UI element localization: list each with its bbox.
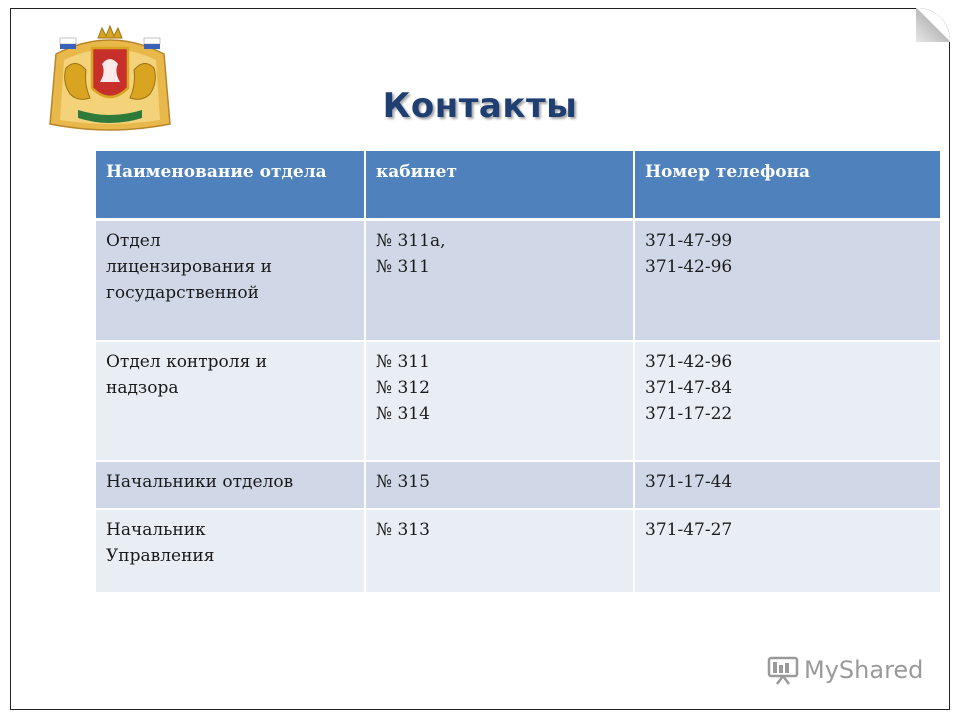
text-line: 371-17-44: [645, 472, 733, 492]
text-line: Начальник: [106, 520, 206, 540]
contacts-table: [96, 151, 940, 594]
header-phone: Номер телефона: [634, 151, 940, 219]
table-row: [96, 509, 940, 593]
header-room: кабинет: [365, 151, 634, 219]
text-line: № 312: [376, 378, 430, 398]
cell-room: [365, 461, 634, 509]
cell-room: [365, 509, 634, 593]
table-header-row: [96, 151, 940, 219]
watermark: [766, 655, 923, 685]
text-line: Отдел: [106, 230, 161, 251]
text-line: № 311а,: [376, 230, 446, 251]
cell-department: [96, 219, 365, 341]
cell-room: [365, 341, 634, 461]
table-row: [96, 341, 940, 461]
text-line: государственной: [106, 282, 259, 303]
text-line: № 315: [376, 472, 430, 492]
text-line: № 311: [376, 256, 430, 277]
text-line: лицензирования и: [106, 256, 272, 277]
text-line: № 311: [376, 352, 430, 372]
table-row: [96, 461, 940, 509]
text-line: 371-42-96: [645, 256, 733, 277]
cell-room: [365, 219, 634, 341]
text-line: № 313: [376, 520, 430, 540]
header-department: Наименование отдела: [96, 151, 365, 219]
presentation-board-icon: [766, 655, 800, 685]
text-line: Управления: [106, 546, 215, 566]
cell-phone: [634, 461, 940, 509]
text-line: № 314: [376, 404, 430, 424]
cell-phone: [634, 509, 940, 593]
cell-phone: [634, 341, 940, 461]
text-line: 371-47-84: [645, 378, 733, 398]
watermark-text: MyShared: [804, 656, 924, 684]
cell-phone: [634, 219, 940, 341]
cell-department: [96, 461, 365, 509]
slide-title: Контакты: [382, 86, 578, 126]
text-line: Начальники отделов: [106, 472, 294, 492]
table-row: [96, 219, 940, 341]
cell-department: [96, 341, 365, 461]
cell-department: [96, 509, 365, 593]
text-line: 371-17-22: [645, 404, 733, 424]
text-line: 371-47-27: [645, 520, 733, 540]
text-line: надзора: [106, 378, 179, 398]
text-line: 371-47-99: [645, 230, 733, 251]
text-line: Отдел контроля и: [106, 352, 268, 372]
text-line: 371-42-96: [645, 352, 733, 372]
